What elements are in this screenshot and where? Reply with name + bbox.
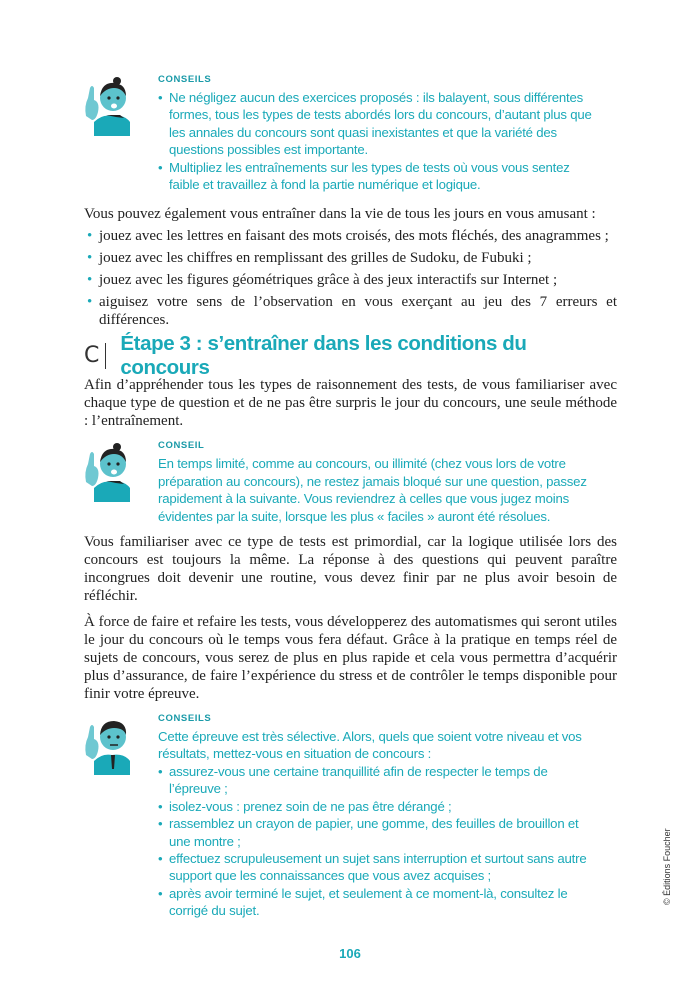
tip-item: • rassemblez un crayon de papier, une gomme, des feuilles de brouillon et une montre ; <box>158 815 598 850</box>
callout-body <box>158 440 598 525</box>
section-heading <box>84 332 617 380</box>
section-title: Étape 3 : s’entraîner dans les conditions du concours <box>120 332 527 380</box>
activity-item: • jouez avec les figures géométriques grâce à des jeux interactifs sur Internet ; <box>84 271 617 289</box>
activity-item: • jouez avec les lettres en faisant des mots croisés, des mots fléchés, des anagrammes ; <box>84 227 617 245</box>
tip-item: • isolez-vous : prenez soin de ne pas être dérangé ; <box>158 798 598 815</box>
section-letter: C <box>84 343 106 369</box>
callout-label: CONSEILS <box>158 74 212 85</box>
tip-intro: Cette épreuve est très sélective. Alors, quels que soient votre niveau et vos résultats, mettez-vous en situation de concours : <box>158 729 582 762</box>
paragraph-3 <box>84 613 617 703</box>
man-pointing-icon <box>80 715 138 775</box>
intro-section <box>84 205 617 329</box>
tips-callout-2 <box>84 440 617 525</box>
tip-item: • Ne négligez aucun des exercices proposés : ils balayent, sous différentes formes, tous les types de tests abordés lors du concours, d’autant plus que les annales du concours sont quasi inexistantes et que la variété des questions possibles est importante. <box>158 89 598 159</box>
activity-item: • jouez avec les chiffres en remplissant des grilles de Sudoku, de Fubuki ; <box>84 249 617 267</box>
paragraph-text: Afin d’appréhender tous les types de raisonnement des tests, de vous familiariser avec chaque type de question et de ne pas être surpris le jour du concours, une seule méthode : l’entraînement. <box>84 377 617 430</box>
callout-label: CONSEILS <box>158 713 212 725</box>
paragraph-2 <box>84 533 617 605</box>
paragraph-text: À force de faire et refaire les tests, vous développerez des automatismes qui seront utiles le jour du concours où le temps vous fera défaut. Grâce à la pratique en temps réel de sujets de concours, vous serez de plus en plus rapide et cela vous permettra d’acquérir plus d’assurance, de faire l’expérience du stress et de contrôler le temps disponible pour finir votre épreuve. <box>84 614 617 703</box>
tips-callout-3 <box>84 713 617 919</box>
tip-item: • après avoir terminé le sujet, et seulement à ce moment-là, consultez le corrigé du sujet. <box>158 885 598 920</box>
tip-text: En temps limité, comme au concours, ou illimité (chez vous lors de votre préparation au concours), ne restez jamais bloqué sur une question, passez rapidement à la suivante. Vous reviendrez à celles que vous jugez moins évidentes par la suite, lorsque les plus « faciles » auront été résolues. <box>158 456 587 524</box>
callout-body <box>158 713 598 919</box>
intro-text: Vous pouvez également vous entraîner dans la vie de tous les jours en vous amusant : <box>84 206 596 223</box>
callout-body <box>158 74 598 193</box>
tip-item: • Multipliez les entraînements sur les types de tests où vous vous sentez faible et travaillez à fond la partie numérique et logique. <box>158 159 598 194</box>
activity-item: • aiguisez votre sens de l’observation en vous exerçant au jeu des 7 erreurs et différences. <box>84 293 617 329</box>
paragraph-text: Vous familiariser avec ce type de tests est primordial, car la logique utilisée lors des concours est toujours la même. La réponse à des questions qui peuvent paraître incongrues doit devenir une routine, vous devez finir par ne plus avoir besoin de réfléchir. <box>84 534 617 605</box>
page-number: 106 <box>339 945 361 961</box>
woman-pointing-icon <box>80 76 138 136</box>
tip-item: • assurez-vous une certaine tranquillité afin de respecter le temps de l’épreuve ; <box>158 763 598 798</box>
tips-callout-1 <box>84 74 617 193</box>
callout-label: CONSEIL <box>158 440 205 452</box>
copyright-notice: © Éditions Foucher <box>662 828 672 905</box>
paragraph-1 <box>84 376 617 430</box>
tip-item: • effectuez scrupuleusement un sujet sans interruption et surtout sans autre support que les connaissances que vous avez acquises ; <box>158 850 598 885</box>
woman-pointing-icon <box>80 442 138 502</box>
